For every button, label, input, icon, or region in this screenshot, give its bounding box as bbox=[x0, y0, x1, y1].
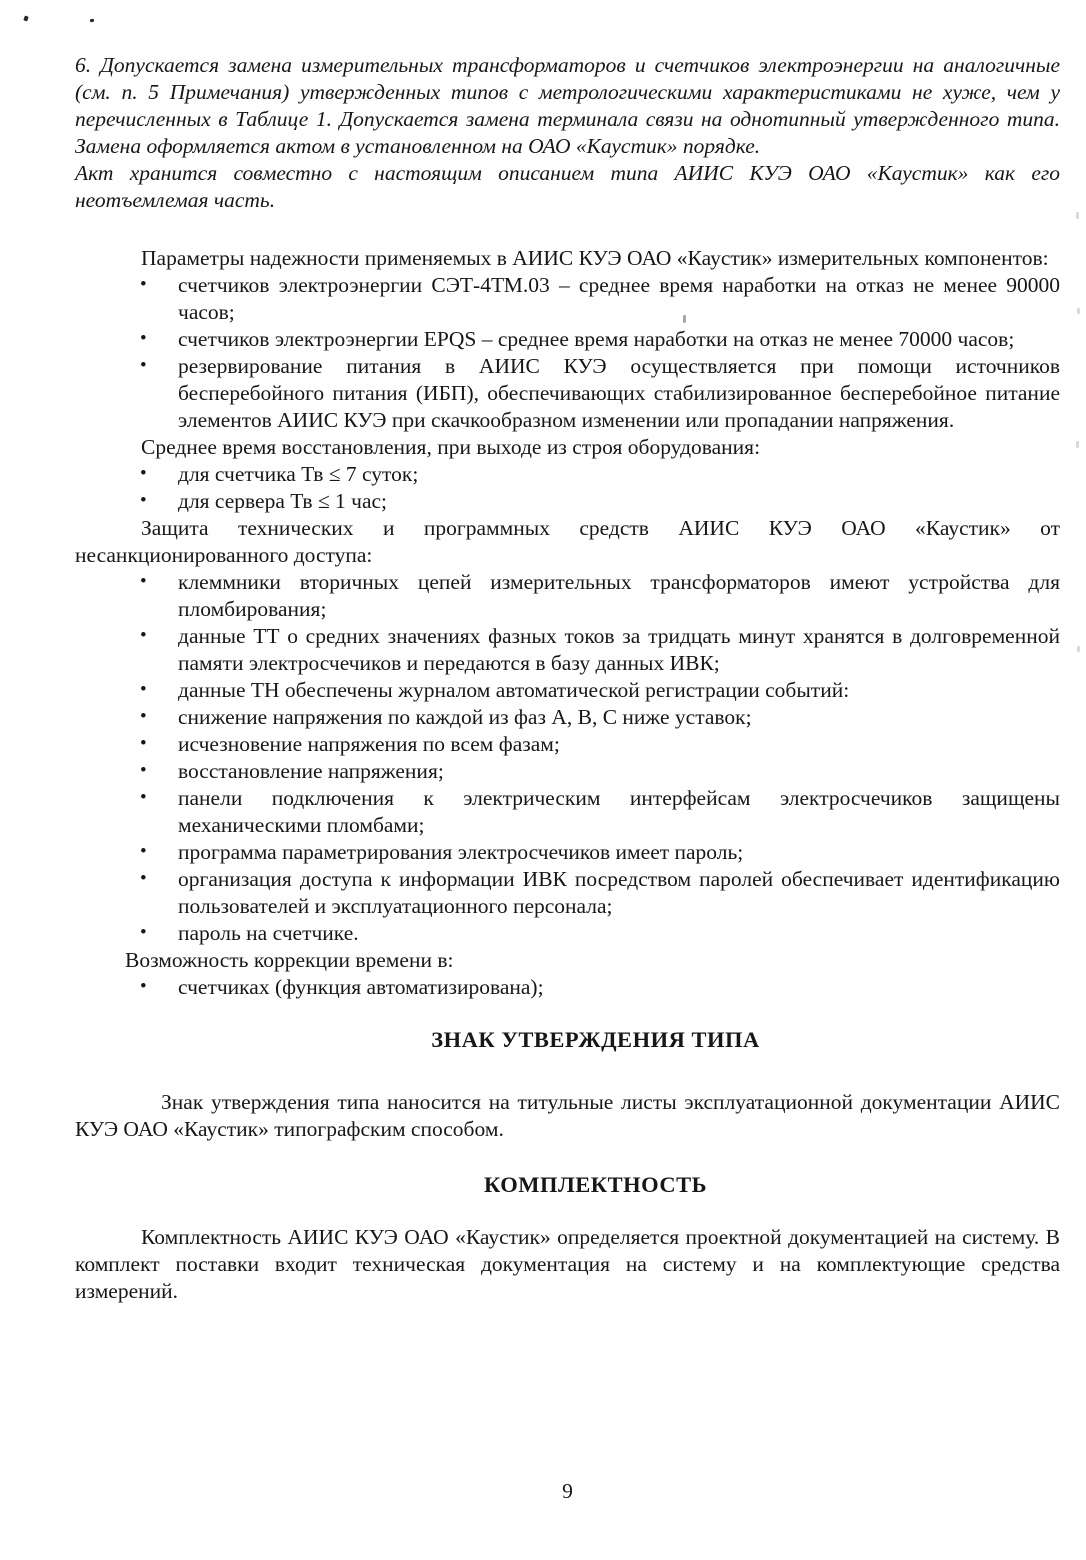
scan-edge-mark bbox=[1077, 308, 1080, 314]
bullet-icon: • bbox=[140, 706, 147, 727]
bullet-icon: • bbox=[140, 571, 147, 592]
list-item-protection-8 bbox=[75, 839, 1060, 866]
list-item-protection-4 bbox=[75, 704, 1060, 731]
list-item-text: для сервера Тв ≤ 1 час; bbox=[178, 489, 388, 513]
list-item-protection-5 bbox=[75, 731, 1060, 758]
intro-paragraph-2: Акт хранится совместно с настоящим описанием типа АИИС КУЭ ОАО «Каустик» как его неотъемлемая часть. bbox=[75, 161, 1060, 212]
list-item-text: восстановление напряжения; bbox=[178, 759, 444, 783]
list-item-text: снижение напряжения по каждой из фаз А, В, С ниже уставок; bbox=[178, 705, 752, 729]
list-item-protection-1 bbox=[75, 569, 1060, 623]
protection-intro: Защита технических и программных средств АИИС КУЭ ОАО «Каустик» от несанкционированного доступа: bbox=[75, 516, 1060, 567]
list-item-text: данные ТН обеспечены журналом автоматической регистрации событий: bbox=[178, 678, 850, 702]
bullet-icon: • bbox=[140, 625, 147, 646]
bullet-icon: • bbox=[140, 976, 147, 997]
scan-speck bbox=[683, 315, 686, 323]
bullet-icon: • bbox=[140, 679, 147, 700]
bullet-icon: • bbox=[140, 760, 147, 781]
list-item-text: резервирование питания в АИИС КУЭ осуществляется при помощи источников бесперебойного питания (ИБП), обеспечивающих стабилизированное бесперебойное питание элементов АИИС КУЭ при скачкообразном изменении или пропадании напряжения. bbox=[178, 354, 1060, 432]
completeness-paragraph: Комплектность АИИС КУЭ ОАО «Каустик» определяется проектной документацией на систему. В комплект поставки входит техническая документация на систему и на комплектующие средства измерений. bbox=[75, 1225, 1060, 1303]
list-item-recovery-1 bbox=[75, 461, 1060, 488]
scan-speck bbox=[23, 15, 28, 21]
intro-clause-block bbox=[75, 52, 1060, 214]
list-item-text: данные ТТ о средних значениях фазных токов за тридцать минут хранятся в долговременной памяти электросчечиков и передаются в базу данных ИВК; bbox=[178, 624, 1060, 675]
scan-speck bbox=[90, 19, 95, 23]
list-item-text: клеммники вторичных цепей измерительных трансформаторов имеют устройства для пломбирования; bbox=[178, 570, 1060, 621]
time-correction-intro: Возможность коррекции времени в: bbox=[125, 948, 454, 972]
intro-paragraph-1: 6. Допускается замена измерительных трансформаторов и счетчиков электроэнергии на аналогичные (см. п. 5 Примечания) утвержденных типов с метрологическими характеристиками не хуже, чем у перечисленных в Таблице 1. Допускается замена терминала связи на однотипный утвержденного типа. Замена оформляется актом в установленном на ОАО «Каустик» порядке. bbox=[75, 53, 1060, 158]
list-item-recovery-2 bbox=[75, 488, 1060, 515]
bullet-icon: • bbox=[140, 787, 147, 808]
scan-edge-mark bbox=[1077, 646, 1080, 652]
completeness-heading: КОМПЛЕКТНОСТЬ bbox=[484, 1172, 707, 1197]
list-item-protection-7 bbox=[75, 785, 1060, 839]
recovery-intro: Среднее время восстановления, при выходе из строя оборудования: bbox=[141, 435, 761, 459]
list-item-protection-6 bbox=[75, 758, 1060, 785]
page-number: 9 bbox=[562, 1479, 573, 1503]
list-item-text: организация доступа к информации ИВК посредством паролей обеспечивает идентификацию пользователей и эксплуатационного персонала; bbox=[178, 867, 1060, 918]
list-item-text: программа параметрирования электросчечиков имеет пароль; bbox=[178, 840, 744, 864]
list-item-protection-9 bbox=[75, 866, 1060, 920]
list-item-protection-10 bbox=[75, 920, 1060, 947]
list-item-text: счетчиках (функция автоматизирована); bbox=[178, 975, 544, 999]
list-item-text: для счетчика Тв ≤ 7 суток; bbox=[178, 462, 419, 486]
page-content bbox=[75, 52, 1060, 1305]
bullet-icon: • bbox=[140, 328, 147, 349]
bullet-icon: • bbox=[140, 868, 147, 889]
list-item-reliability-1 bbox=[75, 272, 1060, 326]
list-item-time-correction-1 bbox=[75, 974, 1060, 1001]
scan-edge-mark bbox=[1076, 212, 1079, 219]
list-item-text: исчезновение напряжения по всем фазам; bbox=[178, 732, 560, 756]
list-item-text: панели подключения к электрическим интерфейсам электросчечиков защищены механическими пломбами; bbox=[178, 786, 1060, 837]
approval-sign-paragraph: Знак утверждения типа наносится на титульные листы эксплуатационной документации АИИС КУЭ ОАО «Каустик» типографским способом. bbox=[75, 1090, 1060, 1141]
reliability-intro: Параметры надежности применяемых в АИИС КУЭ ОАО «Каустик» измерительных компонентов: bbox=[141, 246, 1049, 270]
bullet-icon: • bbox=[140, 733, 147, 754]
approval-sign-heading: ЗНАК УТВЕРЖДЕНИЯ ТИПА bbox=[431, 1027, 760, 1052]
list-item-protection-3 bbox=[75, 677, 1060, 704]
list-item-text: счетчиков электроэнергии EPQS – среднее время наработки на отказ не менее 70000 часов; bbox=[178, 327, 1015, 351]
bullet-icon: • bbox=[140, 274, 147, 295]
list-item-protection-2 bbox=[75, 623, 1060, 677]
bullet-icon: • bbox=[140, 922, 147, 943]
list-item-text: счетчиков электроэнергии СЭТ-4ТМ.03 – среднее время наработки на отказ не менее 90000 часов; bbox=[178, 273, 1060, 324]
scan-edge-mark bbox=[1076, 441, 1079, 448]
bullet-icon: • bbox=[140, 841, 147, 862]
bullet-icon: • bbox=[140, 463, 147, 484]
bullet-icon: • bbox=[140, 490, 147, 511]
list-item-reliability-3 bbox=[75, 353, 1060, 434]
list-item-reliability-2 bbox=[75, 326, 1060, 353]
list-item-text: пароль на счетчике. bbox=[178, 921, 359, 945]
bullet-icon: • bbox=[140, 355, 147, 376]
